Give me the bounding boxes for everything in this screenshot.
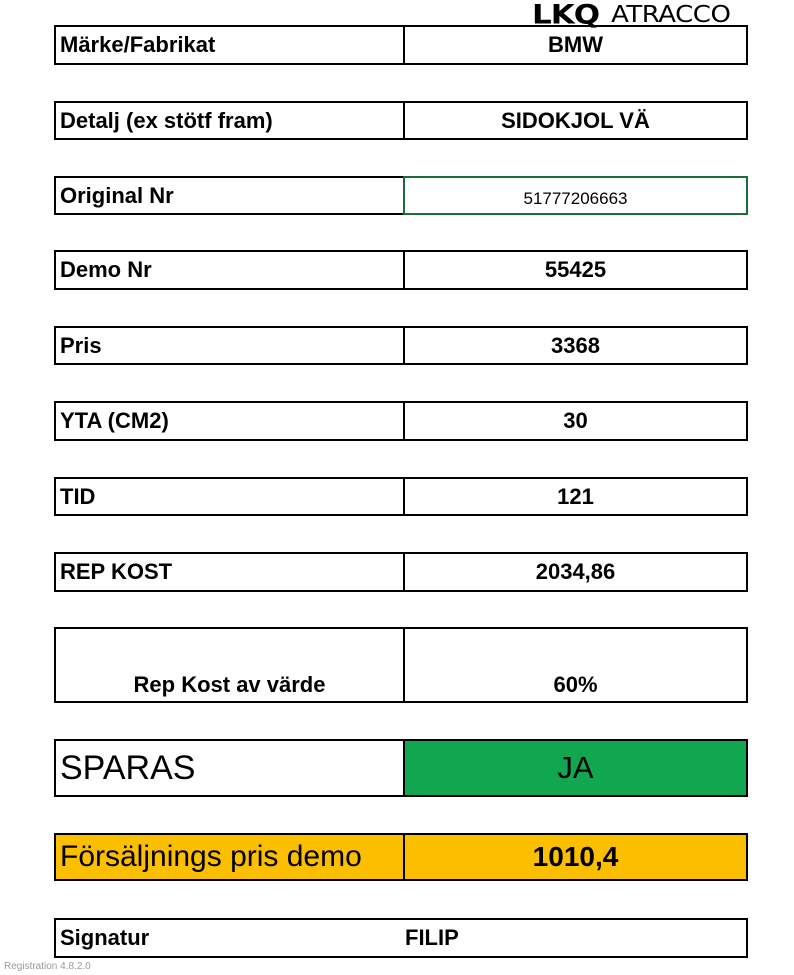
- area-label: YTA (CM2): [56, 403, 405, 439]
- repair-cost-ratio-value[interactable]: 60%: [553, 672, 598, 697]
- repair-cost-ratio-label: Rep Kost av värde: [56, 629, 405, 701]
- row-sparas: [54, 739, 748, 797]
- signature-label: Signatur: [60, 925, 150, 950]
- price-value[interactable]: 3368: [551, 332, 600, 358]
- row-original-nr: [54, 176, 748, 215]
- row-part: [54, 101, 748, 140]
- row-time: [54, 477, 748, 516]
- demo-nr-label: Demo Nr: [56, 252, 405, 288]
- sale-price-value[interactable]: 1010,4: [532, 841, 619, 872]
- area-value[interactable]: 30: [563, 408, 588, 433]
- row-area: [54, 401, 748, 441]
- repair-cost-value[interactable]: 2034,86: [535, 559, 616, 584]
- repair-cost-label: REP KOST: [56, 554, 405, 590]
- price-label: Pris: [56, 328, 405, 363]
- demo-nr-value[interactable]: 55425: [544, 257, 607, 282]
- original-nr-value[interactable]: 51777206663: [403, 176, 748, 215]
- signature-value[interactable]: FILIP: [405, 925, 459, 950]
- version-footer: Registration 4.8.2.0: [4, 961, 91, 972]
- row-price: [54, 326, 748, 365]
- part-value[interactable]: SIDOKJOL VÄ: [501, 107, 650, 133]
- sale-price-label: Försäljnings pris demo: [56, 835, 405, 879]
- row-make: [54, 25, 748, 65]
- time-label: TID: [56, 479, 405, 514]
- row-repair-cost-ratio: [54, 627, 748, 703]
- part-label: Detalj (ex stötf fram): [56, 103, 405, 138]
- sparas-label: SPARAS: [56, 741, 405, 795]
- sparas-value[interactable]: JA: [405, 741, 746, 795]
- logo-mark: LKQ: [532, 0, 600, 31]
- make-value[interactable]: BMW: [548, 32, 603, 57]
- logo-wordmark: ATRACCO: [611, 1, 731, 29]
- row-repair-cost: [54, 552, 748, 592]
- row-demo-nr: [54, 250, 748, 290]
- original-nr-label: Original Nr: [56, 178, 405, 213]
- time-value[interactable]: 121: [557, 483, 594, 509]
- row-sale-price: [54, 833, 748, 881]
- row-signature: [54, 918, 748, 958]
- make-label: Märke/Fabrikat: [56, 27, 405, 63]
